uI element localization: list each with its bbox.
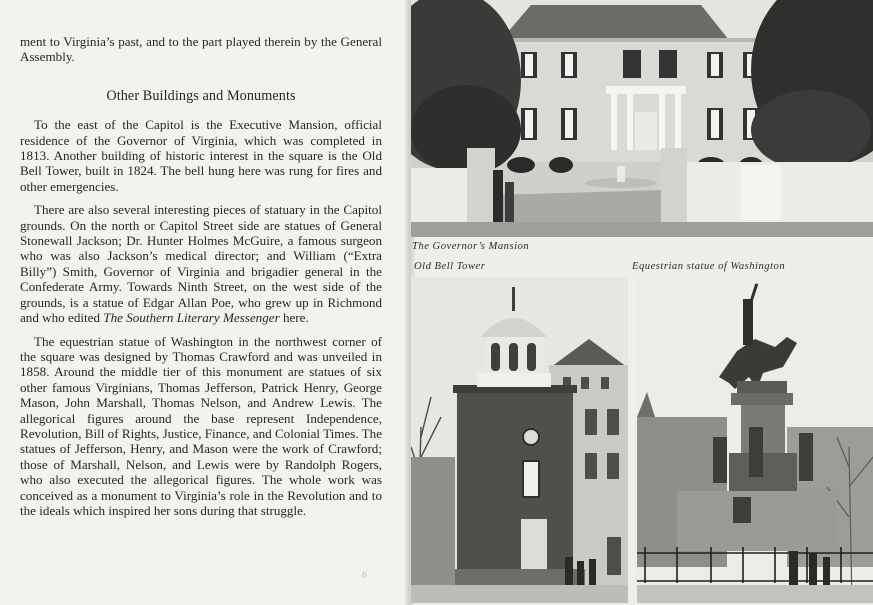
paragraph-washington-statue: The equestrian statue of Washington in the northwest corner of the square was designed by Thomas Crawford and was unveiled in 1858. Around the middle tier of this monument are statues of six other famous Virginians, Thomas Jefferson, Patrick Henry, George Mason, John Marshall, Thomas Nelson, and Andrew Lewis. The allegorical figures around the base represent Independence, Revolution, Bill of Rights, Justice, Finance, and Colonial Times. The statues of Jefferson, Henry, and Mason were the work of Crawford; those of Marshall, Nelson, and Lewis were by Randolph Rogers, who also executed the allegorical figures. The whole work was conceived as a monument to Virginia’s role in the Revolution and to the ideals which inspired her sons during that struggle. (20, 333, 383, 518)
washington-statue-caption: Equestrian statue of Washington (632, 261, 786, 272)
continuation-paragraph: ment to Virginia’s past, and to the part played therein by the General Assembly. (20, 34, 382, 65)
washington-statue-photo (637, 277, 873, 603)
paragraph-executive-mansion: To the east of the Capitol is the Executive Mansion, official residence of the Governor of Virginia, which was completed in 1813. Another building of historic interest in the square is the Old Bell Tower, built in 1824. The bell hung here was rung for fires and other emergencies. (20, 117, 382, 194)
old-bell-tower-photo (411, 277, 628, 603)
statuary-text-end: here. (279, 310, 309, 326)
governors-mansion-caption: The Governor’s Mansion (412, 241, 530, 252)
text-column (20, 34, 382, 526)
governors-mansion-photo (411, 0, 873, 237)
publication-title: The Southern Literary Messenger (103, 310, 280, 326)
page-number: 6 (362, 570, 367, 581)
paragraph-statuary (20, 202, 382, 325)
statuary-text: There are also several interesting pieces of statuary in the Capitol grounds. On the north or Capitol Street side are statues of General Stonewall Jackson; Dr. Hunter Holmes McGuire, a famous surgeon who was also Jackson’s medical director; and William (“Extra Billy”) Smith, Governor of Virginia and brigadier general in the Confederate Army. Towards Ninth Street, on the west side of the grounds, is a statue of Edgar Allan Poe, who grew up in Richmond and who edited (20, 202, 382, 326)
old-bell-tower-caption: Old Bell Tower (414, 261, 486, 272)
section-heading: Other Buildings and Monuments (106, 87, 296, 104)
